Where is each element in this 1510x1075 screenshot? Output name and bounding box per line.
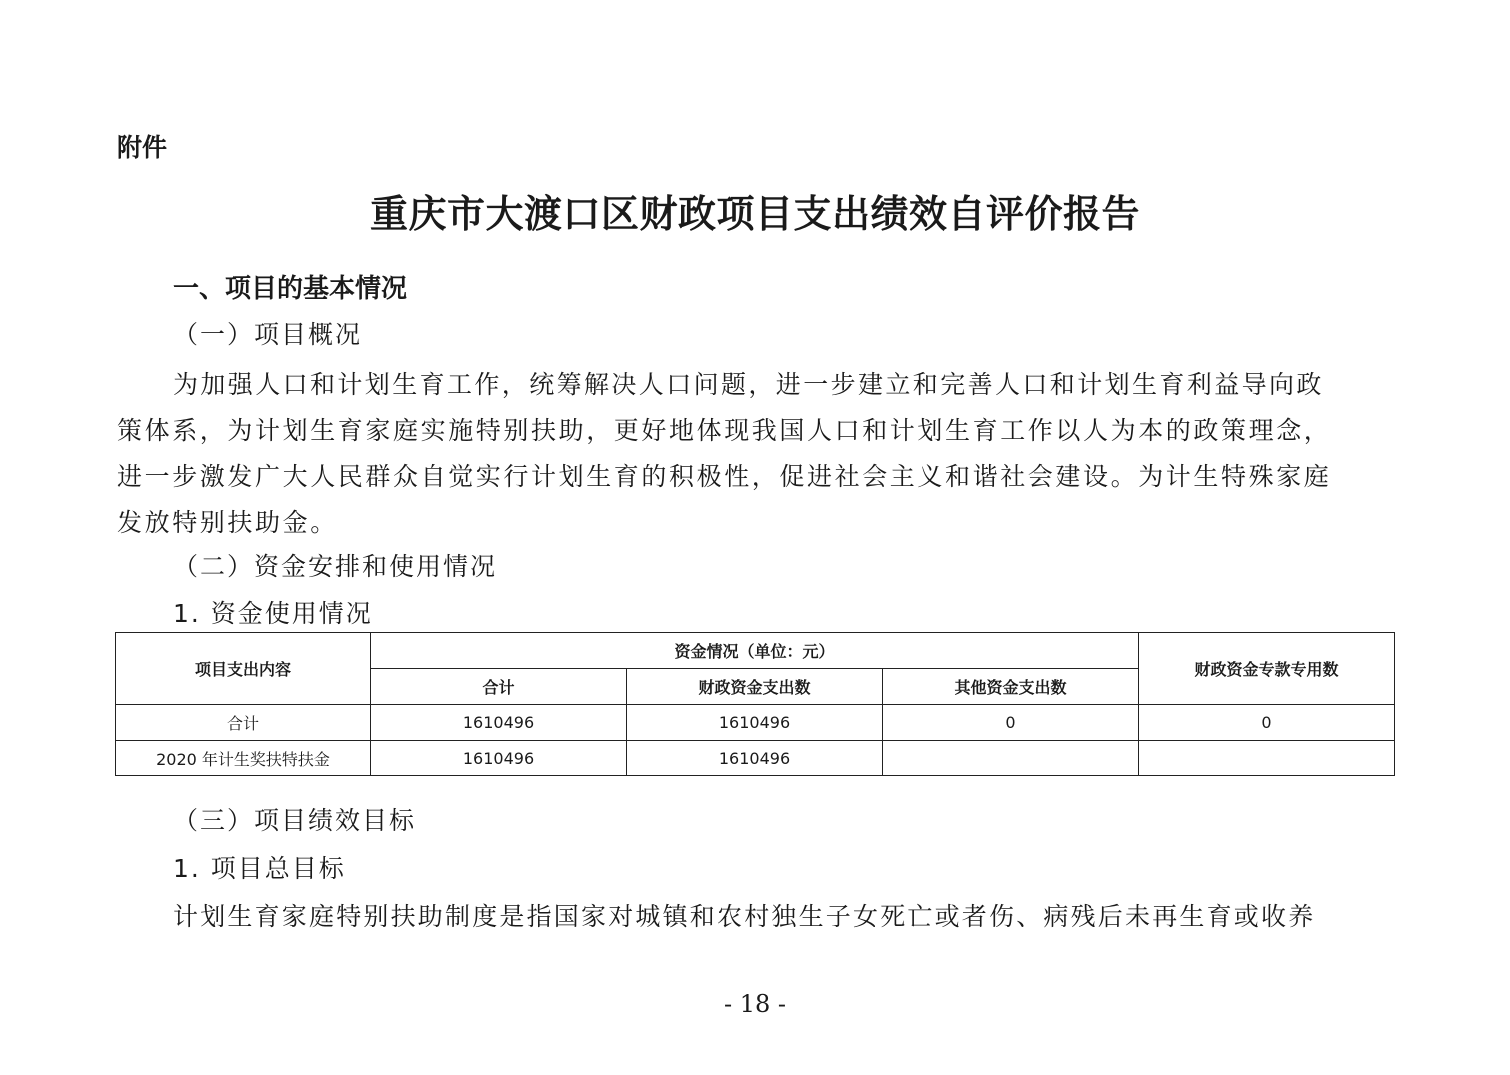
cell-fiscal: 1610496 [627,741,883,776]
subsection-heading-funds: （二）资金安排和使用情况 [173,552,498,581]
cell-fiscal: 1610496 [627,705,883,741]
subheader-total: 合计 [371,669,627,705]
subheader-fiscal: 财政资金支出数 [627,669,883,705]
subheader-other: 其他资金支出数 [883,669,1139,705]
subsection-item-fund-usage: 1. 资金使用情况 [173,599,373,628]
page-number: - 18 - [723,990,786,1018]
subsection-heading-overview: （一）项目概况 [173,320,363,349]
paragraph-line: 进一步激发广大人民群众自觉实行计划生育的积极性，促进社会主义和谐社会建设。为计生特殊家庭 [117,462,1332,491]
funds-table [115,632,1395,776]
header-item: 项目支出内容 [116,633,371,705]
paragraph-line: 发放特别扶助金。 [117,508,338,537]
paragraph-line: 计划生育家庭特别扶助制度是指国家对城镇和农村独生子女死亡或者伤、病残后未再生育或收养 [173,902,1316,931]
cell-total: 1610496 [371,741,627,776]
cell-special: 0 [1139,705,1395,741]
cell-special [1139,741,1395,776]
table-row [116,705,1395,741]
header-special: 财政资金专款专用数 [1139,633,1395,705]
cell-other: 0 [883,705,1139,741]
document-title: 重庆市大渡口区财政项目支出绩效自评价报告 [369,191,1140,236]
section-heading-basic-info: 一、项目的基本情况 [173,274,408,304]
paragraph-line: 策体系，为计划生育家庭实施特别扶助，更好地体现我国人口和计划生育工作以人为本的政策理念， [117,416,1332,445]
cell-item: 2020 年计生奖扶特扶金 [116,741,371,776]
cell-total: 1610496 [371,705,627,741]
paragraph-line: 为加强人口和计划生育工作，统筹解决人口问题，进一步建立和完善人口和计划生育利益导向政 [173,370,1324,399]
subsection-item-overall-goal: 1. 项目总目标 [173,854,346,883]
header-funds: 资金情况（单位：元） [371,633,1139,669]
attachment-label: 附件 [117,133,168,162]
subsection-heading-goals: （三）项目绩效目标 [173,806,417,835]
cell-item: 合计 [116,705,371,741]
table-row [116,741,1395,776]
table-header-row [116,633,1395,669]
cell-other [883,741,1139,776]
